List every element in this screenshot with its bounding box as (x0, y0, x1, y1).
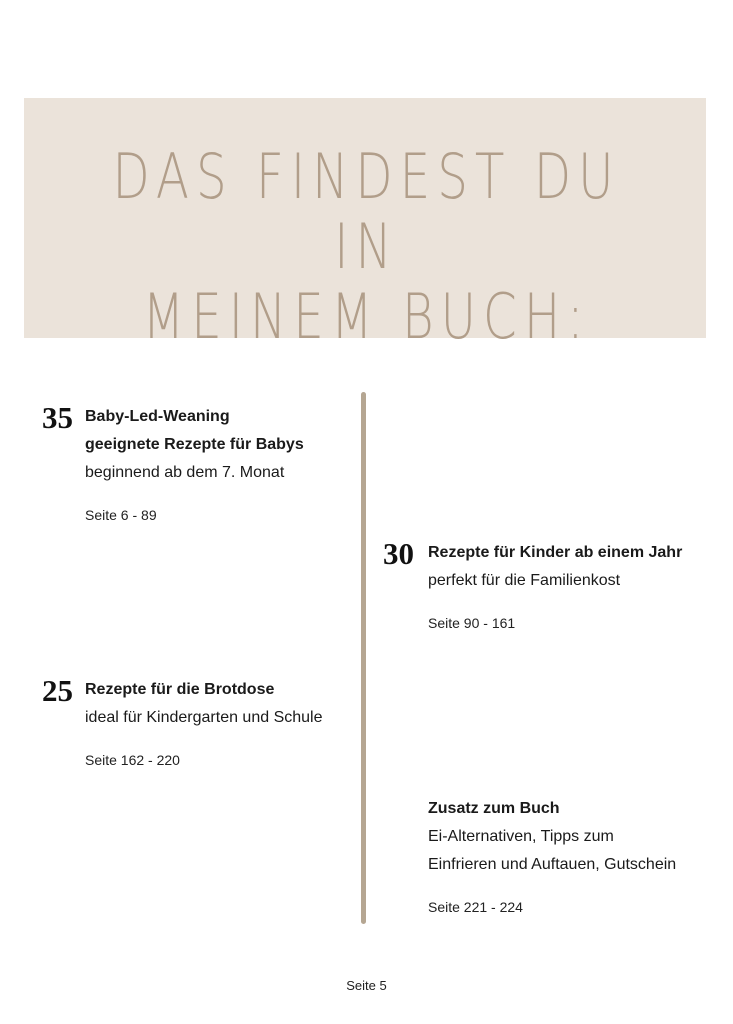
page-title-line-1: DAS FINDEST DU IN (112, 140, 621, 283)
section-title: Rezepte für die Brotdose (85, 681, 275, 698)
section-baby-led-weaning (42, 400, 304, 525)
section-number: 30 (383, 536, 414, 571)
center-divider (361, 392, 366, 924)
page-title-line-2: MEINEM BUCH: (142, 280, 591, 353)
section-number: 35 (42, 400, 73, 435)
section-title-cont: geeignete Rezepte für Babys (85, 436, 304, 453)
page-range: Seite 90 - 161 (428, 615, 516, 631)
section-title: Zusatz zum Buch (428, 800, 560, 817)
section-subtitle: Ei-Alternativen, Tipps zum (428, 828, 614, 845)
section-title: Rezepte für Kinder ab einem Jahr (428, 544, 683, 561)
section-subtitle: perfekt für die Familienkost (428, 572, 621, 589)
section-subtitle: ideal für Kindergarten und Schule (85, 709, 323, 726)
section-brotdose (42, 673, 323, 770)
section-title: Baby-Led-Weaning (85, 408, 230, 425)
section-subtitle: beginnend ab dem 7. Monat (85, 464, 285, 481)
section-kinder-ab-einem-jahr (383, 536, 683, 633)
page-range: Seite 221 - 224 (428, 899, 523, 915)
section-subtitle-cont: Einfrieren und Auftauen, Gutschein (428, 856, 677, 873)
page-range: Seite 162 - 220 (85, 752, 180, 768)
section-number: 25 (42, 673, 73, 708)
page-range: Seite 6 - 89 (85, 507, 157, 523)
page-number: Seite 5 (346, 978, 387, 993)
page-title (81, 142, 653, 352)
section-zusatz (428, 795, 676, 917)
